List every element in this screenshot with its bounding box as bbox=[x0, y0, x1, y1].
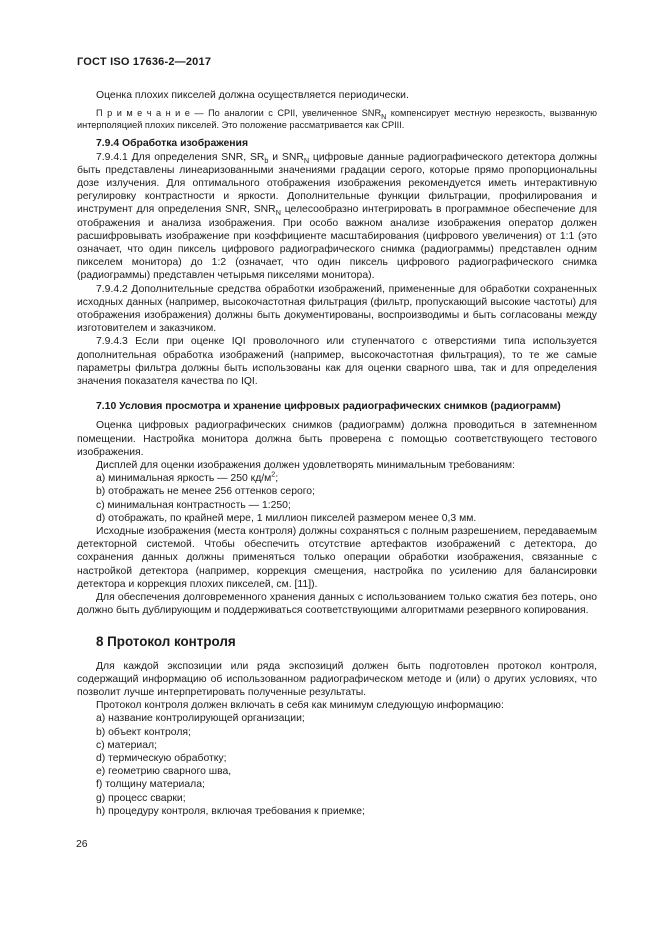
body-paragraph: 7.9.4.2 Дополнительные средства обработки изображений, примененные для обработки сохраненных исходных данных (например, высокочастотная фильтрация (фильтр, пропускающий высокие частоты) для отображения изображения) должны быть документированы, воспроизводимы и быть согласованы между изготовителем и заказчиком. bbox=[77, 283, 597, 335]
body-paragraph: Оценка плохих пикселей должна осуществляется периодически. bbox=[96, 90, 409, 101]
list-item: c) минимальная контрастность — 1:250; bbox=[96, 499, 291, 511]
body-paragraph: 7.9.4.1 Для определения SNR, $SR_b$ и $SNR_N$ цифровые данные радиографического детектора должны быть представлены линеаризованными значениями градации серого, которые прямо пропорциональны дозе излучения. Для оптимального отображения изображения рекомендуется иметь интерактивную регулировку контрастности и яркости. Дополнительные функции фильтрации, профилирования и инструмент для определения SNR, $SNR_N$ целесообразно интегрировать в программное обеспечение для отображения и анализа изображения. При особо важном анализе изображения оператор должен расшифровывать изображение при коэффициенте масштабирования (цифрового увеличения) от 1:1 (это означает, что один пиксель цифрового радиографического снимка (радиограммы) представлен одним пикселем монитора) до 1:2 (означает, что один пиксель цифрового радиографического снимка (радиограммы) представлен четырьмя пикселями монитора). bbox=[77, 151, 598, 282]
list-item: f) толщину материала; bbox=[96, 779, 205, 791]
list-item: e) геометрию сварного шва, bbox=[96, 766, 232, 778]
body-paragraph: 7.9.4.3 Если при оценке IQI проволочного или ступенчатого с отверстиями типа используется дополнительная обработка изображений (например, высокочастотная фильтрация), то те же самые параметры фильтра должны быть использованы как для оценки сварного шва, так и для определения значения показателя качества по IQI. bbox=[77, 336, 597, 388]
list-item: h) процедуру контроля, включая требования к приемке; bbox=[96, 805, 365, 817]
clause-heading: 7.10 Условия просмотра и хранение цифровых радиографических снимков (радиограмм) bbox=[96, 401, 561, 413]
list-item: d) термическую обработку; bbox=[96, 752, 227, 764]
list-item: d) отображать, по крайней мере, 1 миллион пикселей размером менее 0,3 мм. bbox=[96, 512, 477, 524]
page-number: 26 bbox=[76, 839, 88, 850]
body-paragraph: Для обеспечения долговременного хранения данных с использованием только сжатия без потерь, оно должно быть дублирующим и поддерживаться соответствующими алгоритмами резервного копирования. bbox=[77, 592, 597, 617]
section-heading: 8 Протокол контроля bbox=[96, 633, 236, 649]
list-item: c) материал; bbox=[96, 739, 157, 751]
document-body bbox=[77, 89, 597, 818]
body-paragraph: Для каждой экспозиции или ряда экспозиций должен быть подготовлен протокол контроля, содержащий информацию об использованном радиографическом методе и (или) о других условиях, что позволит лучше интерпретировать полученные результаты. bbox=[77, 660, 597, 698]
list-item: a) минимальная яркость — 250 $кд/м^2$; bbox=[96, 469, 279, 485]
body-paragraph: Дисплей для оценки изображения должен удовлетворять минимальным требованиям: bbox=[96, 460, 515, 472]
note-paragraph: П р и м е ч а н и е — По аналогии с CPII, увеличенное $SNR_N$ компенсирует местную нерезкость, вызванную интерполяцией плохих пикселей. Это положение рассматривается как CPIII. bbox=[77, 108, 597, 130]
body-paragraph: Протокол контроля должен включать в себя как минимум следующую информацию: bbox=[96, 700, 504, 712]
document-header-standard-number: ГОСТ ISO 17636-2—2017 bbox=[77, 56, 212, 68]
list-item: b) отображать не менее 256 оттенков серого; bbox=[96, 486, 315, 498]
list-item: g) процесс сварки; bbox=[96, 792, 186, 804]
list-item: b) объект контроля; bbox=[96, 726, 191, 738]
body-paragraph: Оценка цифровых радиографических снимков (радиограмм) должна проводиться в затемненном помещении. Настройка монитора должна быть проверена с помощью соответствующего тестового изображения. bbox=[77, 420, 597, 458]
list-item: a) название контролирующей организации; bbox=[96, 713, 305, 725]
body-paragraph: Исходные изображения (места контроля) должны сохраняться с полным разрешением, передаваемым детекторной системой. Чтобы обеспечить отсутствие артефактов изображений с детектора, до сохранения данных должны применяться только операции обработки изображения, связанные с настройкой детектора (например, коррекция смещения, настройка по усилению для балансировки детектора и коррекция плохих пикселей, см. [11]). bbox=[77, 526, 597, 590]
clause-heading: 7.9.4 Обработка изображения bbox=[96, 138, 249, 150]
